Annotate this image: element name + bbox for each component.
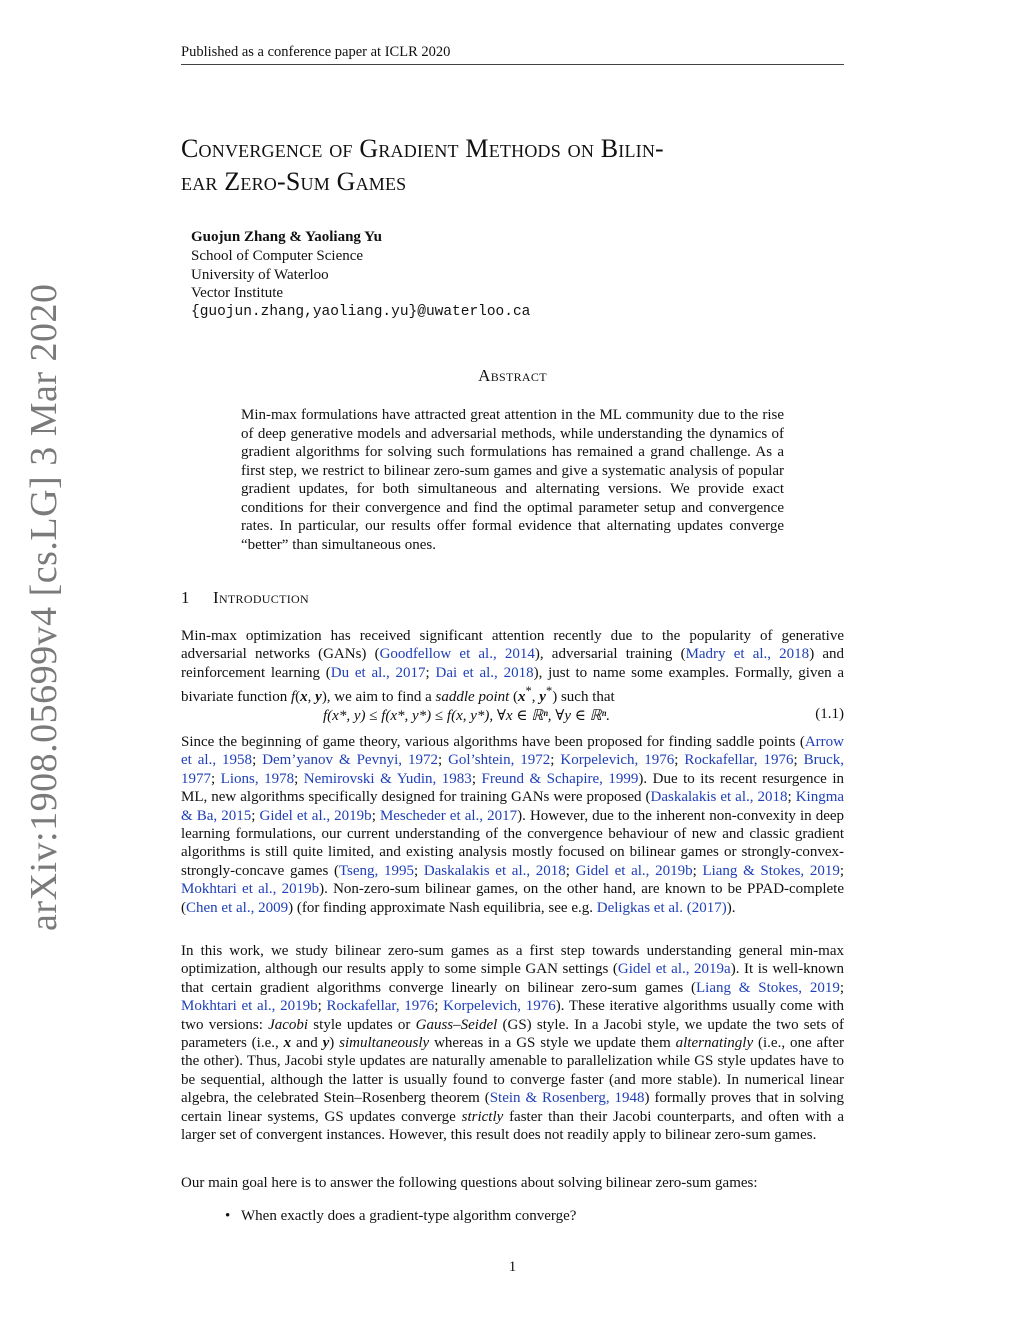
citation-link[interactable]: Dai et al., 2018 (435, 664, 534, 681)
citation-link[interactable]: Mokhtari et al., 2019b (181, 998, 318, 1015)
citation-link[interactable]: Mokhtari et al., 2019b (181, 881, 320, 898)
citation-link[interactable]: Liang & Stokes, 2019 (702, 862, 840, 879)
citation-link[interactable]: Freund & Schapire, 1999 (481, 770, 639, 787)
citation-link[interactable]: Gidel et al., 2019a (617, 961, 731, 978)
author-block (191, 228, 530, 322)
citation-link[interactable]: Daskalakis et al., 2018 (650, 789, 788, 806)
abstract-heading: Abstract (478, 366, 547, 385)
equation-expression: f(x*, y) ≤ f(x*, y*) ≤ f(x, y*), ∀x ∈ ℝⁿ, ∀y ∈ ℝⁿ. (323, 708, 610, 724)
citation-link[interactable]: Mescheder et al., 2017 (379, 807, 518, 824)
page-number: 1 (508, 1259, 517, 1275)
section-title: Introduction (213, 588, 309, 607)
citation-link[interactable]: Korpelevich, 1976 (443, 998, 556, 1015)
bullet-item (225, 1208, 576, 1225)
title-line-1: Convergence of Gradient Methods on Bilin- (181, 134, 664, 163)
paragraph-3: In this work, we study bilinear zero-sum games as a first step towards understanding general min-max optimization, although our results apply to some simple GAN settings (Gidel et al., 2019a). It is well-known that certain gradient algorithms converge linearly on bilinear zero-sum games (Liang & Stokes, 2019; Mokhtari et al., 2019b; Rockafellar, 1976; Korpelevich, 1976). These iterative algorithms usually come with two versions: Jacobi style updates or Gauss–Seidel (GS) style. In a Jacobi style, we update the two sets of parameters (i.e., x and y) simultaneously whereas in a GS style we update them alternatingly (i.e., one after the other). Thus, Jacobi style updates are naturally amenable to parallelization while GS style updates have to be sequential, although the latter is usually found to converge faster (and more stable). In numerical linear algebra, the celebrated Stein–Rosenberg theorem (Stein & Rosenberg, 1948) formally proves that in solving certain linear systems, GS updates converge strictly faster than their Jacobi counterparts, and often with a larger set of convergent instances. However, this result does not readily apply to bilinear zero-sum games. (181, 943, 845, 1144)
citation-link[interactable]: Stein & Rosenberg, 1948 (489, 1090, 645, 1107)
author-names: Guojun Zhang & Yaoliang Yu (191, 229, 382, 245)
section-number: 1 (181, 588, 190, 607)
citation-link[interactable]: Nemirovski & Yudin, 1983 (303, 770, 472, 787)
affiliation-institute: Vector Institute (191, 285, 284, 302)
citation-link[interactable]: Tseng, 1995 (338, 862, 414, 879)
running-header: Published as a conference paper at ICLR 2020 (181, 44, 844, 65)
citation-link[interactable]: Rockafellar, 1976 (684, 752, 794, 769)
paper-title (181, 132, 851, 198)
citation-link[interactable]: Rockafellar, 1976 (326, 998, 435, 1015)
section-heading (181, 588, 309, 608)
paragraph-2: Since the beginning of game theory, various algorithms have been proposed for finding saddle points (Arrow et al., 1958; Dem’yanov & Pevnyi, 1972; Gol’shtein, 1972; Korpelevich, 1976; Rockafellar, 1976; Bruck, 1977; Lions, 1978; Nemirovski & Yudin, 1983; Freund & Schapire, 1999). Due to its recent resurgence in ML, new algorithms specifically designed for training GANs were proposed (Daskalakis et al., 2018; Kingma & Ba, 2015; Gidel et al., 2019b; Mescheder et al., 2017). However, due to the inherent non-convexity in deep learning formulations, our current understanding of the convergence behaviour of new and classic gradient algorithms is still quite limited, and existing analysis mostly focused on bilinear games or strongly-convex-strongly-concave games (Tseng, 1995; Daskalakis et al., 2018; Gidel et al., 2019b; Liang & Stokes, 2019; Mokhtari et al., 2019b). Non-zero-sum bilinear games, on the other hand, are known to be PPAD-complete (Chen et al., 2009) (for finding approximate Nash equilibria, see e.g. Deligkas et al. (2017)). (181, 734, 845, 916)
affiliation-university: University of Waterloo (191, 266, 329, 283)
citation-link[interactable]: Daskalakis et al., 2018 (423, 862, 566, 879)
citation-link[interactable]: Liang & Stokes, 2019 (696, 979, 840, 996)
citation-link[interactable]: Deligkas et al. (2017) (596, 899, 727, 916)
citation-link[interactable]: Gidel et al., 2019b (259, 807, 372, 824)
citation-link[interactable]: Arrow et al., 1958 (181, 734, 844, 769)
citation-link[interactable]: Chen et al., 2009 (186, 899, 289, 916)
arxiv-stamp: arXiv:1908.05699v4 [cs.LG] 3 Mar 2020 (23, 283, 65, 931)
citation-link[interactable]: Korpelevich, 1976 (560, 752, 675, 769)
citation-link[interactable]: Gol’shtein, 1972 (448, 752, 551, 769)
equation-number: (1.1) (815, 706, 844, 722)
bullet-dot: • (225, 1208, 231, 1224)
bullet-text: When exactly does a gradient-type algorithm converge? (241, 1208, 577, 1224)
paragraph-1: Min-max optimization has received significant attention recently due to the popularity of generative adversarial networks (GANs) (Goodfellow et al., 2014), adversarial training (Madry et al., 2018) and reinforcement learning (Du et al., 2017; Dai et al., 2018), just to name some examples. Formally, given a bivariate function f(x, y), we aim to find a saddle point (x*, y*) such that (181, 628, 845, 706)
citation-link[interactable]: Du et al., 2017 (330, 664, 426, 681)
title-line-2: ear Zero-Sum Games (181, 167, 407, 196)
citation-link[interactable]: Bruck, 1977 (181, 752, 844, 787)
citation-link[interactable]: Dem’yanov & Pevnyi, 1972 (262, 752, 438, 769)
citation-link[interactable]: Lions, 1978 (220, 770, 295, 787)
citation-link[interactable]: Kingma & Ba, 2015 (181, 789, 845, 824)
affiliation-school: School of Computer Science (191, 247, 364, 264)
citation-link[interactable]: Goodfellow et al., 2014 (379, 646, 535, 663)
abstract-text: Min-max formulations have attracted great attention in the ML community due to the rise of deep generative models and adversarial methods, while understanding the dynamics of gradient algorithms for solving such formulations has remained a grand challenge. As a first step, we restrict to bilinear zero-sum games and give a systematic analysis of popular gradient updates, for both simultaneous and alternating versions. We provide exact conditions for their convergence and find the optimal parameter setup and convergence rates. In particular, our results offer formal evidence that alternating updates converge “better” than simultaneous ones. (241, 407, 784, 553)
paragraph-4: Our main goal here is to answer the following questions about solving bilinear zero-sum games: (181, 1175, 758, 1191)
citation-link[interactable]: Madry et al., 2018 (685, 646, 810, 663)
author-email: {guojun.zhang,yaoliang.yu}@uwaterloo.ca (191, 304, 531, 321)
citation-link[interactable]: Gidel et al., 2019b (575, 862, 693, 879)
